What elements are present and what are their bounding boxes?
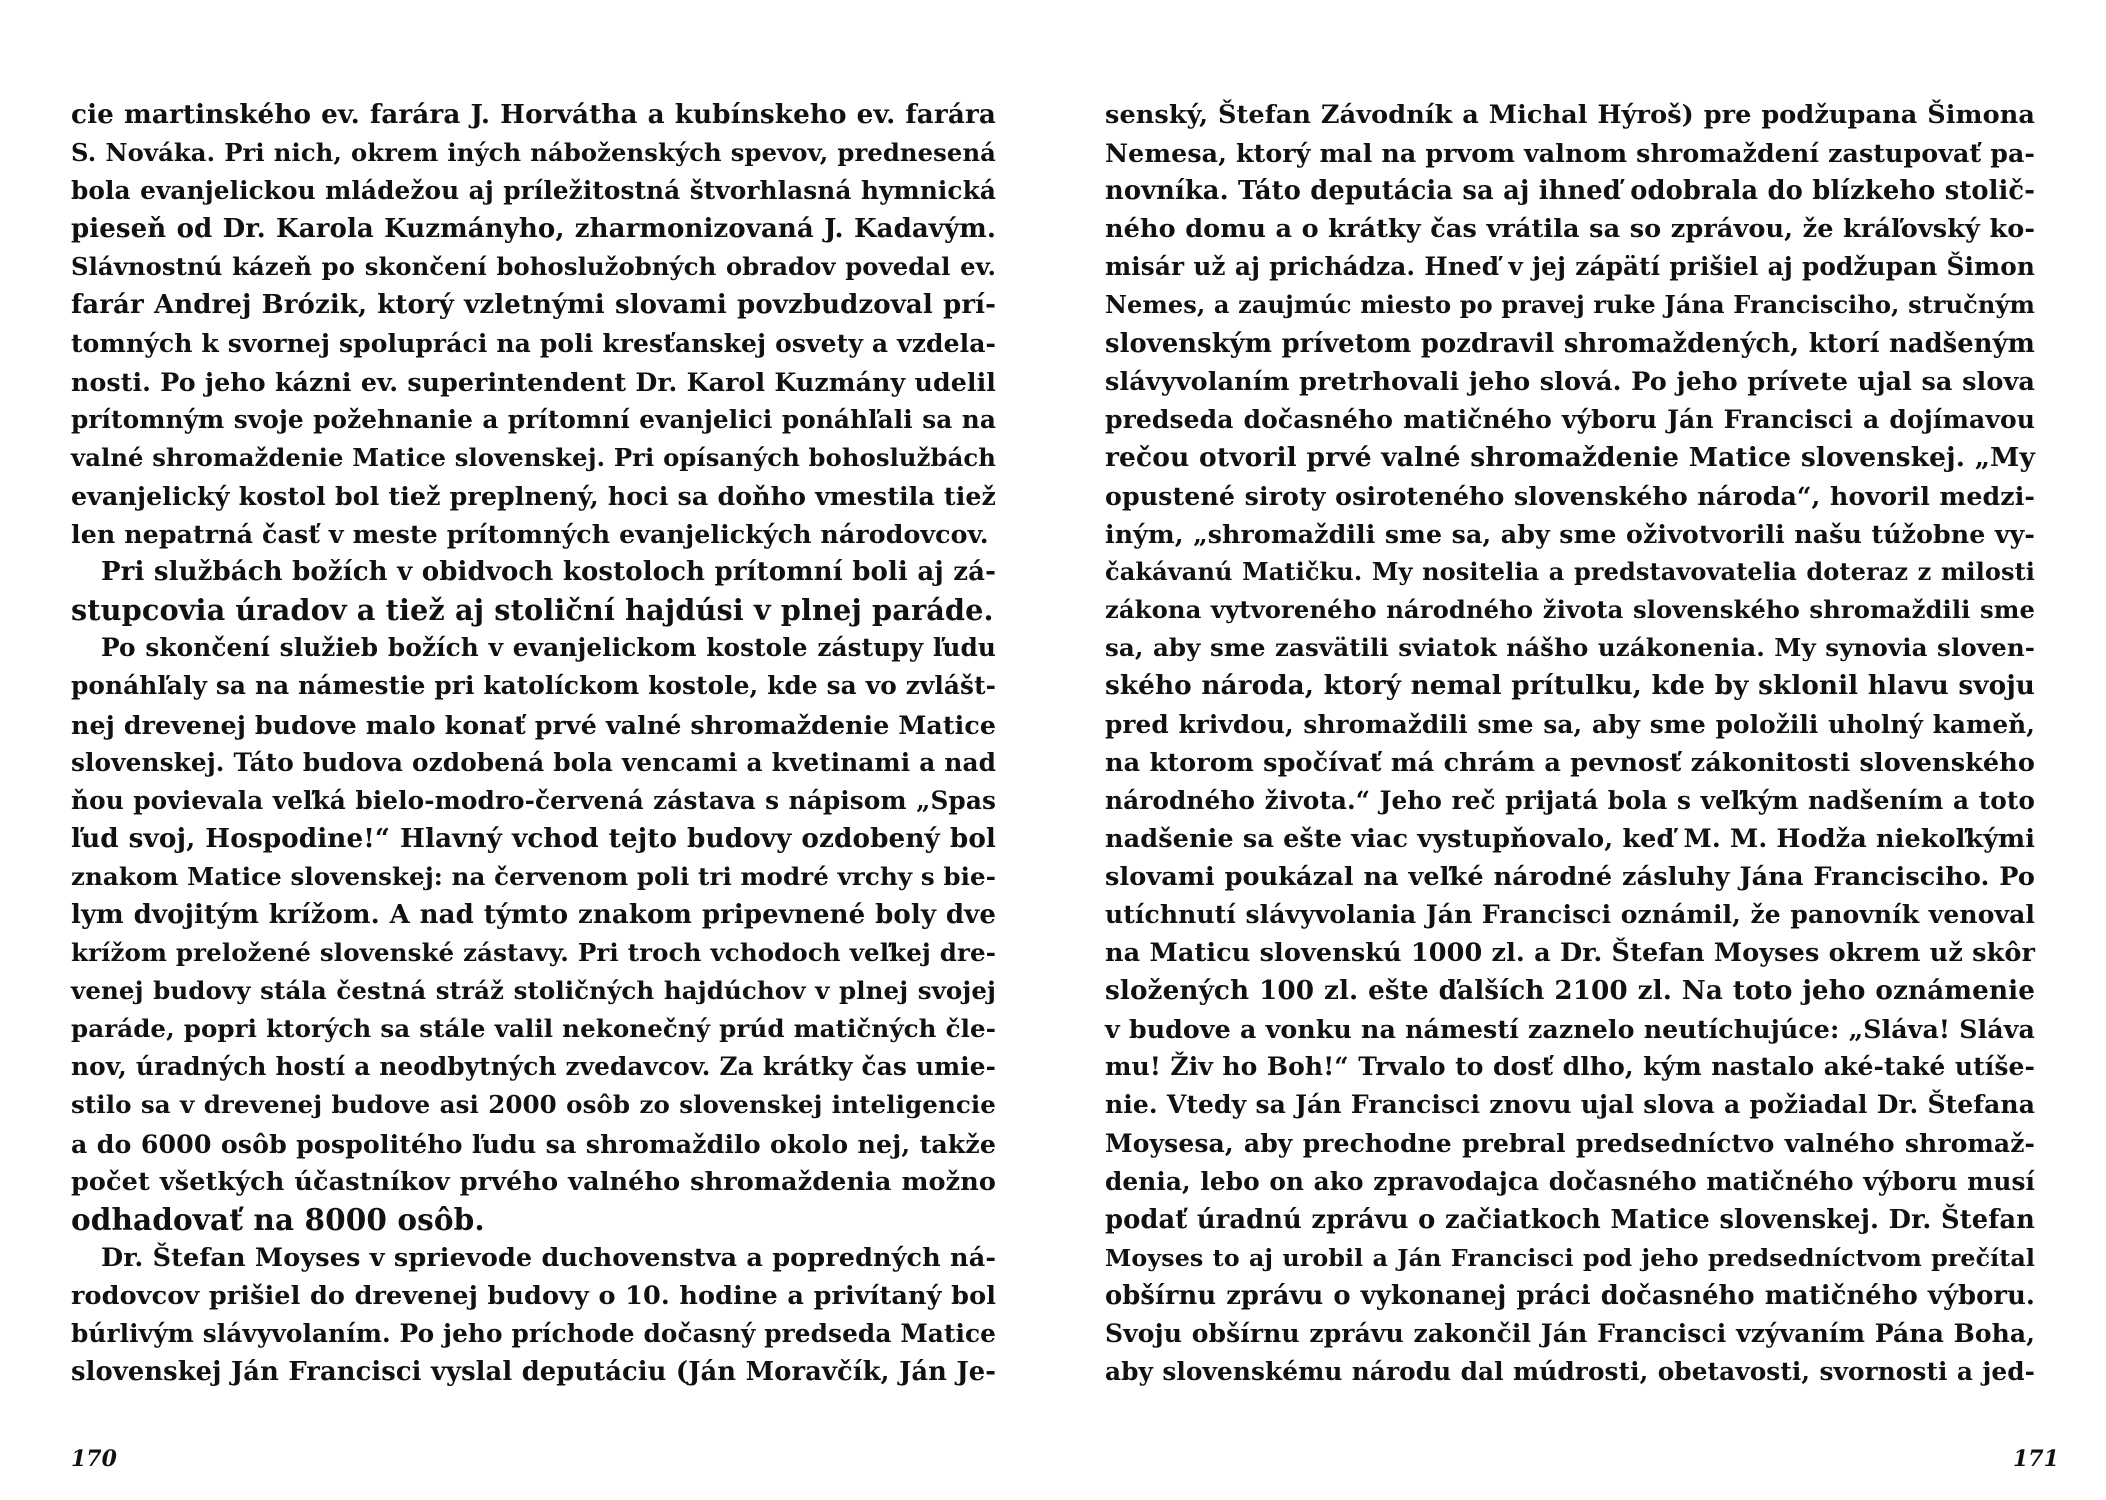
- text-line: mu! Živ ho Boh!“ Trvalo to dosť dlho, kým nastalo aké-také utíše-: [1105, 1052, 2035, 1082]
- text-line: na Maticu slovenskú 1000 zl. a Dr. Štefan Moyses okrem už skôr: [1105, 938, 2035, 969]
- text-line: sa, aby sme zasvätili sviatok nášho uzákonenia. My synovia sloven-: [1105, 633, 2035, 663]
- text-line: nov, úradných hostí a neodbytných zvedavcov. Za krátky čas umie-: [71, 1052, 996, 1082]
- paragraph: [71, 553, 996, 629]
- text-line: utíchnutí slávyvolania Ján Francisci oznámil, že panovník venoval: [1105, 899, 2035, 929]
- text-line: venej budovy stála čestná stráž stoličných hajdúchov v plnej svojej: [71, 976, 996, 1006]
- text-line: búrlivým slávyvolaním. Po jeho príchode dočasný predseda Matice: [71, 1319, 996, 1348]
- text-line: evanjelický kostol bol tiež preplnený, hoci sa doňho vmestila tiež: [71, 480, 996, 511]
- text-line: slovenskej Ján Francisci vyslal deputáciu (Ján Moravčík, Ján Je-: [71, 1357, 996, 1388]
- text-line: na ktorom spočívať má chrám a pevnosť zákonitosti slovenského: [1105, 747, 2035, 778]
- text-line: prítomným svoje požehnanie a prítomní evanjelici ponáhľali sa na: [71, 404, 996, 434]
- text-line: tomných k svornej spolupráci na poli kresťanskej osvety a vzdela-: [71, 328, 996, 358]
- text-line: ľud svoj, Hospodine!“ Hlavný vchod tejto budovy ozdobený bol: [71, 822, 996, 854]
- text-line: Slávnostnú kázeň po skončení bohoslužobných obradov povedal ev.: [71, 252, 996, 282]
- text-line: nej drevenej budove malo konať prvé valné shromaždenie Matice: [71, 709, 996, 740]
- text-line: pieseň od Dr. Karola Kuzmányho, zharmonizovaná J. Kadavým.: [71, 214, 996, 245]
- text-line: složených 100 zl. ešte ďalších 2100 zl. Na toto jeho oznámenie: [1105, 975, 2035, 1007]
- text-line: bola evanjelickou mládežou aj príležitostná štvorhlasná hymnická: [71, 176, 996, 206]
- paragraph: [71, 629, 996, 1239]
- text-line: rodovcov prišiel do drevenej budovy o 10. hodine a privítaný bol: [71, 1280, 996, 1311]
- text-line: S. Nováka. Pri nich, okrem iných náboženských spevov, prednesená: [71, 138, 996, 168]
- text-line: Nemesa, ktorý mal na prvom valnom shromaždení zastupovať pa-: [1105, 138, 2035, 169]
- text-line: Svoju obšírnu zprávu zakončil Ján Francisci vzývaním Pána Boha,: [1105, 1319, 2035, 1348]
- text-line: valné shromaždenie Matice slovenskej. Pri opísaných bohoslužbách: [71, 442, 996, 472]
- text-line: Pri službách božích v obidvoch kostoloch prítomní boli aj zá-: [101, 557, 996, 588]
- text-line: misár už aj prichádza. Hneď v jej zápätí prišiel aj podžupan Šimon: [1105, 252, 2035, 282]
- text-line: len nepatrná časť v meste prítomných evanjelických národovcov.: [71, 519, 989, 550]
- paragraph: [71, 96, 996, 553]
- text-line: ného domu a o krátky čas vrátila sa so zprávou, že kráľovský ko-: [1105, 214, 2035, 245]
- text-line: Dr. Štefan Moyses v sprievode duchovenstva a popredných ná-: [101, 1242, 996, 1273]
- text-line: ňou povievala veľká bielo-modro-červená zástava s nápisom „Spas: [71, 785, 996, 815]
- text-line: Moyses to aj urobil a Ján Francisci pod jeho predsedníctvom prečítal: [1105, 1243, 2035, 1272]
- text-line: stilo sa v drevenej budove asi 2000 osôb zo slovenskej inteligencie: [71, 1090, 996, 1120]
- text-line: slovenským prívetom pozdravil shromaždených, ktorí nadšeným: [1105, 328, 2035, 359]
- paragraph: [1105, 96, 2035, 1391]
- text-line: Moysesa, aby prechodne prebral predsedníctvo valného shromaž-: [1105, 1128, 2035, 1158]
- text-line: iným, „shromaždili sme sa, aby sme oživotvorili našu túžobne vy-: [1105, 519, 2035, 550]
- text-line: farár Andrej Brózik, ktorý vzletnými slovami povzbudzoval prí-: [71, 290, 996, 321]
- right-page-text: [1105, 96, 2035, 1391]
- paragraph: [71, 1239, 996, 1391]
- text-line: počet všetkých účastníkov prvého valného shromaždenia možno: [71, 1166, 996, 1197]
- text-line: nosti. Po jeho kázni ev. superintendent Dr. Karol Kuzmány udelil: [71, 366, 996, 397]
- text-line: novníka. Táto deputácia sa aj ihneď odobrala do blízkeho stolič-: [1105, 176, 2035, 207]
- text-line: a do 6000 osôb pospolitého ľudu sa shromaždilo okolo nej, takže: [71, 1128, 996, 1159]
- text-line: denia, lebo on ako zpravodajca dočasného matičného výboru musí: [1105, 1166, 2035, 1196]
- text-line: paráde, popri ktorých sa stále valil nekonečný prúd matičných čle-: [71, 1014, 996, 1044]
- page-number: 171: [2013, 1446, 2059, 1472]
- text-line: stupcovia úradov a tiež aj stoliční hajdúsi v plnej paráde.: [71, 593, 994, 628]
- text-line: senský, Štefan Závodník a Michal Hýroš) pre podžupana Šimona: [1105, 100, 2035, 130]
- text-line: zákona vytvoreného národného života slovenského shromaždili sme: [1105, 595, 2035, 625]
- text-line: rečou otvoril prvé valné shromaždenie Matice slovenskej. „My: [1105, 441, 2035, 473]
- text-line: podať úradnú zprávu o začiatkoch Matice slovenskej. Dr. Štefan: [1105, 1204, 2035, 1235]
- text-line: slovami poukázal na veľké národné zásluhy Jána Francisciho. Po: [1105, 861, 2035, 892]
- text-line: čakávanú Matičku. My nositelia a predstavovatelia doteraz z milosti: [1105, 557, 2035, 587]
- text-line: krížom preložené slovenské zástavy. Pri troch vchodoch veľkej dre-: [71, 938, 996, 968]
- text-line: obšírnu zprávu o vykonanej práci dočasného matičného výboru.: [1105, 1280, 2035, 1311]
- text-line: pred krivdou, shromaždili sme sa, aby sme položili uholný kameň,: [1105, 709, 2035, 739]
- text-line: predseda dočasného matičného výboru Ján Francisci a dojímavou: [1105, 404, 2035, 434]
- text-line: lym dvojitým krížom. A nad týmto znakom pripevnené boly dve: [71, 899, 996, 930]
- text-line: opustené siroty osiroteného slovenského národa“, hovoril medzi-: [1105, 480, 2035, 511]
- text-line: ponáhľaly sa na námestie pri katolíckom kostole, kde sa vo zvlášt-: [71, 671, 996, 701]
- text-line: slávyvolaním pretrhovali jeho slová. Po jeho prívete ujal sa slova: [1105, 366, 2035, 397]
- right-page: [1053, 0, 2106, 1500]
- text-line: slovenskej. Táto budova ozdobená bola vencami a kvetinami a nad: [71, 747, 996, 777]
- text-line: národného života.“ Jeho reč prijatá bola s veľkým nadšením a toto: [1105, 785, 2035, 815]
- text-line: v budove a vonku na námestí zaznelo neutíchujúce: „Sláva! Sláva: [1105, 1014, 2035, 1045]
- text-line: cie martinského ev. farára J. Horvátha a kubínskeho ev. farára: [71, 99, 996, 130]
- text-line: Po skončení služieb božích v evanjelickom kostole zástupy ľudu: [101, 633, 996, 663]
- text-line: znakom Matice slovenskej: na červenom poli tri modré vrchy s bie-: [71, 861, 996, 891]
- text-line: Nemes, a zaujmúc miesto po pravej ruke Jána Francisciho, stručným: [1105, 290, 2035, 320]
- left-page-text: [71, 96, 996, 1391]
- text-line: ského národa, ktorý nemal prítulku, kde by sklonil hlavu svoju: [1105, 670, 2035, 702]
- text-line: nie. Vtedy sa Ján Francisci znovu ujal slova a požiadal Dr. Štefana: [1105, 1090, 2035, 1120]
- text-line: odhadovať na 8000 osôb.: [71, 1201, 485, 1237]
- text-line: aby slovenskému národu dal múdrosti, obetavosti, svornosti a jed-: [1105, 1357, 2035, 1387]
- page-number: 170: [71, 1446, 117, 1472]
- text-line: nadšenie sa ešte viac vystupňovalo, keď M. M. Hodža niekoľkými: [1105, 823, 2035, 854]
